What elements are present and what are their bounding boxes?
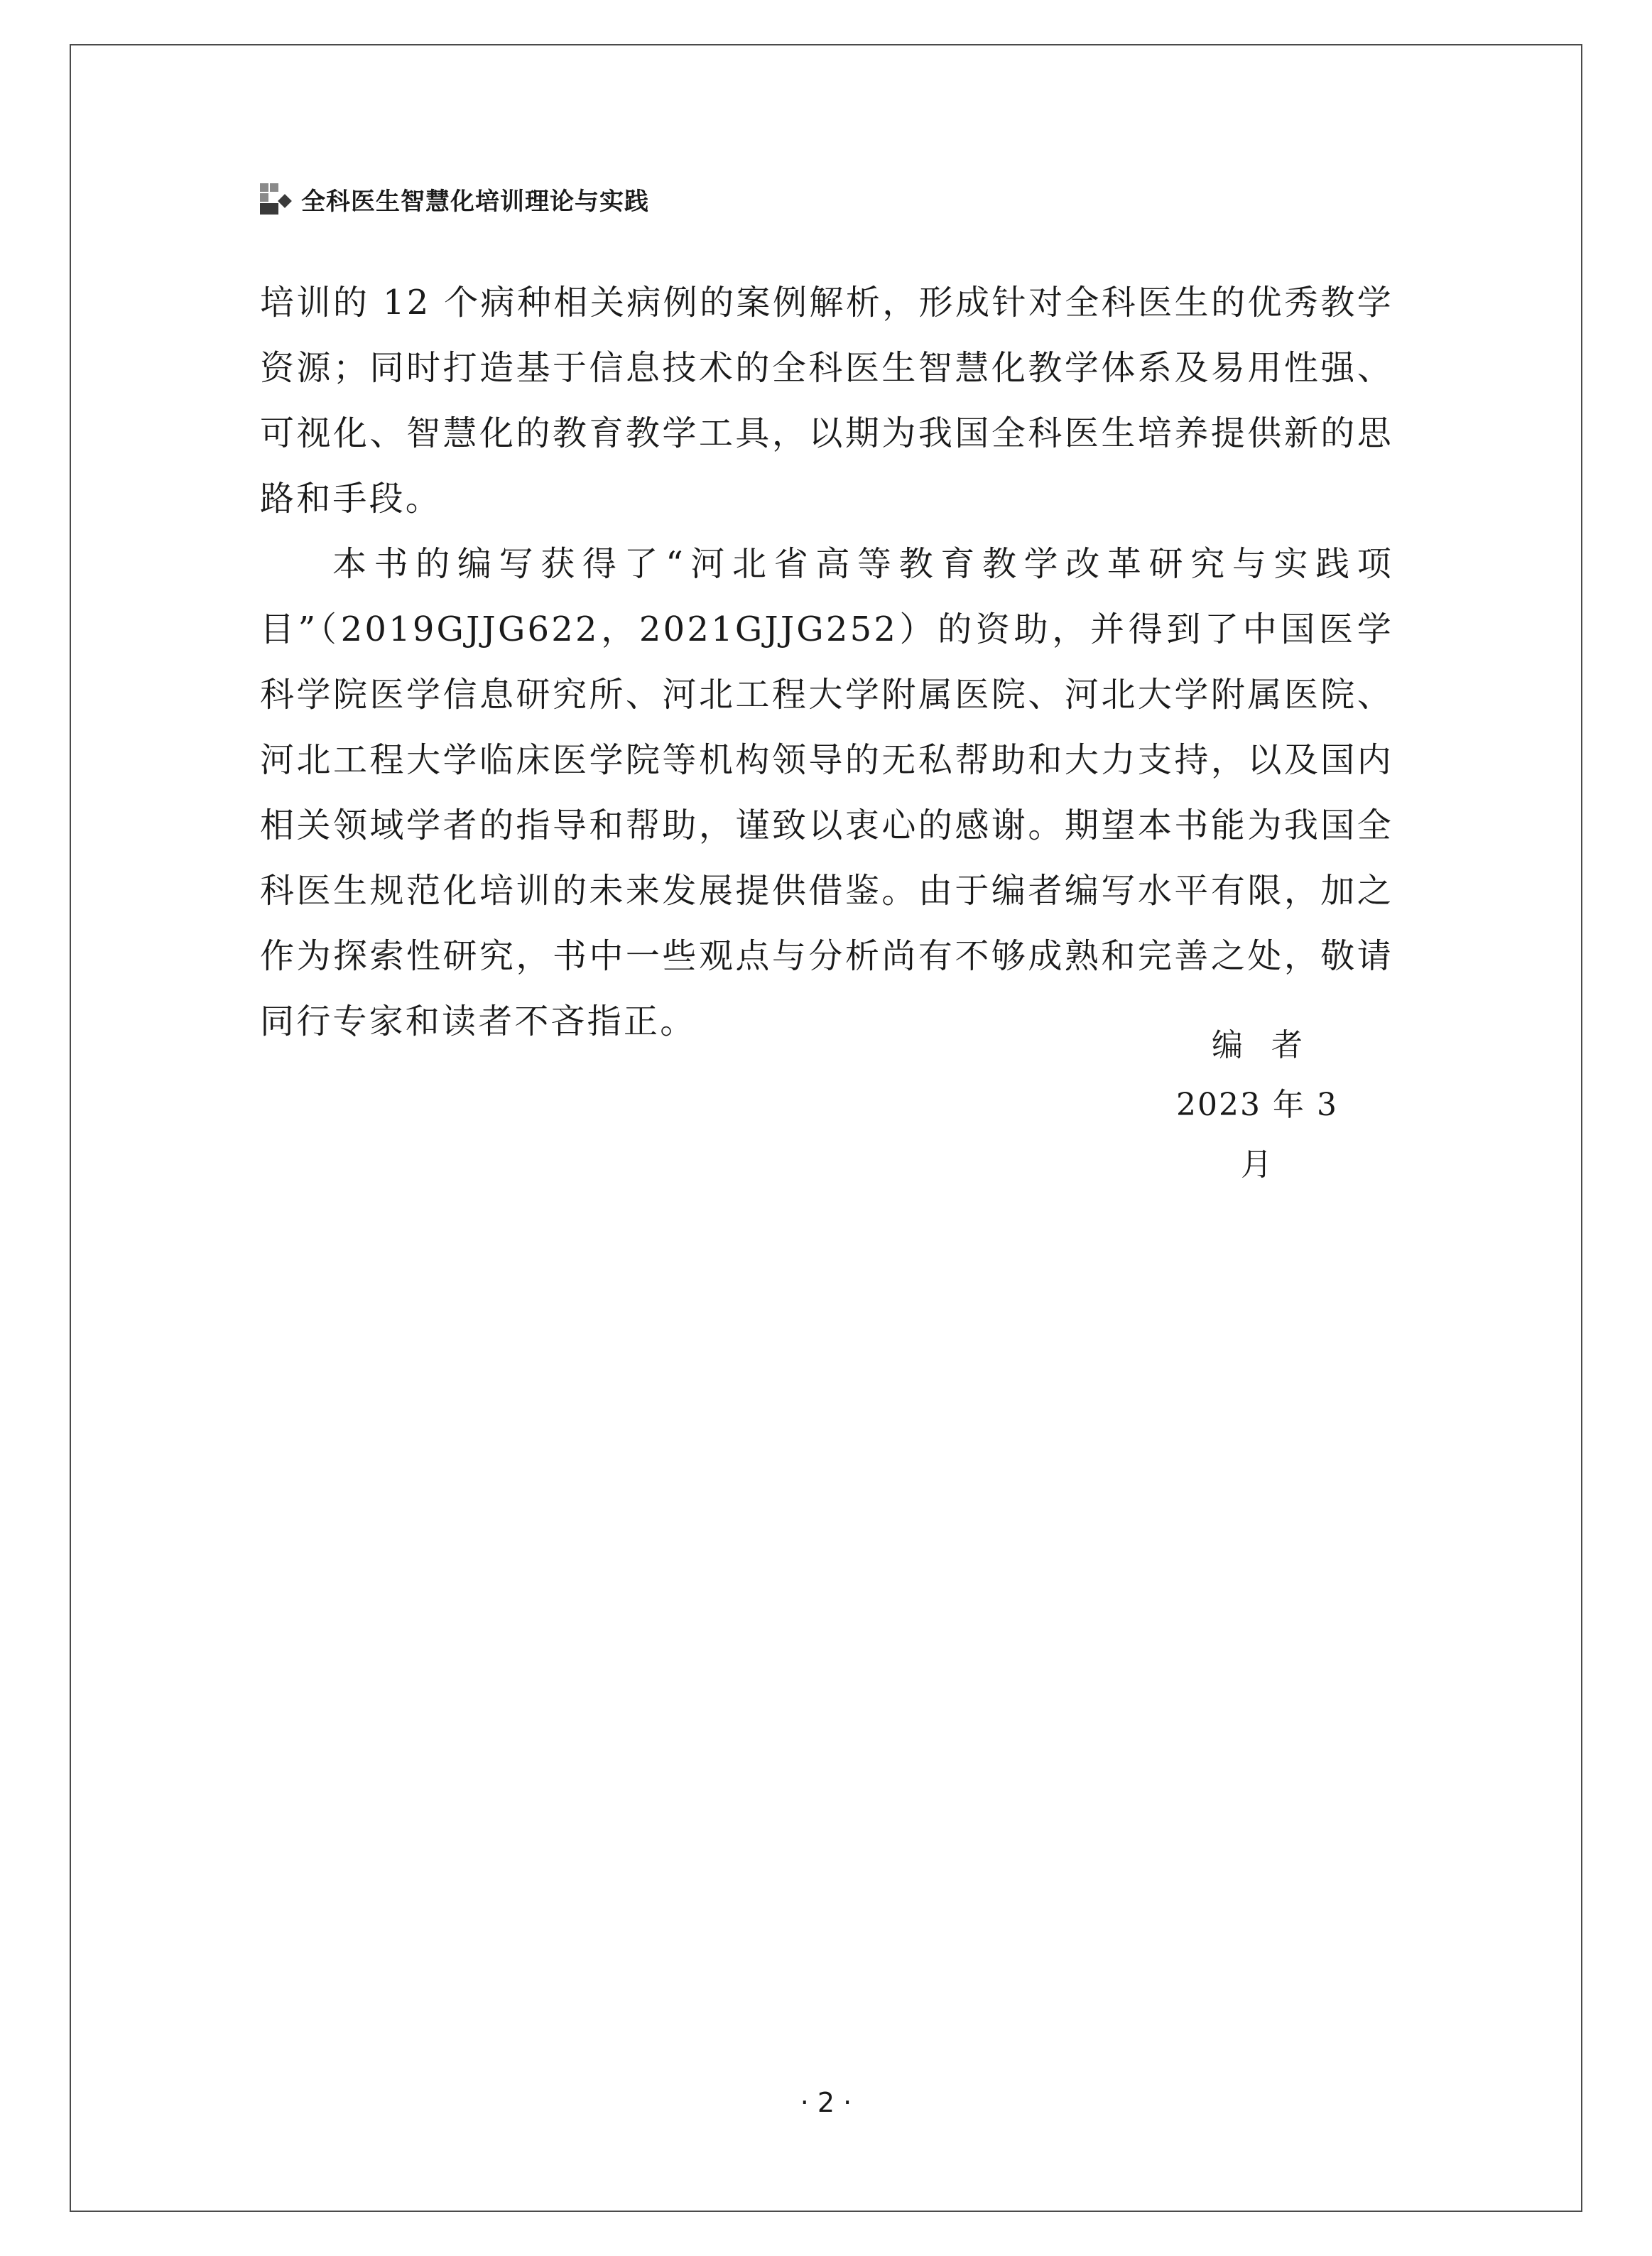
book-series-logo-icon [260,183,291,215]
page-number: · 2 · [800,2087,852,2118]
signature-block [1165,1016,1349,1195]
signature-date: 2023 年 3 月 [1176,1087,1338,1183]
running-header [260,178,649,220]
paragraph-acknowledgements: 本书的编写获得了“河北省高等教育教学改革研究与实践项目”（2019GJJG622，2021GJJG252）的资助，并得到了中国医学科学院医学信息研究所、河北工程大学附属医院、河北大学附属医院、河北工程大学临床医学院等机构领导的无私帮助和大力支持，以及国内相关领域学者的指导和帮助，谨致以衷心的感谢。期望本书能为我国全科医生规范化培训的未来发展提供借鉴。由于编者编写水平有限，加之作为探索性研究，书中一些观点与分析尚有不够成熟和完善之处，敬请同行专家和读者不吝指正。 [260,544,1393,1041]
running-header-title: 全科医生智慧化培训理论与实践 [301,187,649,216]
paragraph-continued: 培训的 12 个病种相关病例的案例解析，形成针对全科医生的优秀教学资源；同时打造基于信息技术的全科医生智慧化教学体系及易用性强、可视化、智慧化的教育教学工具，以期为我国全科医生培养提供新的思路和手段。 [260,283,1393,519]
preface-body [260,270,1393,1054]
signature-author: 编者 [1212,1027,1331,1063]
